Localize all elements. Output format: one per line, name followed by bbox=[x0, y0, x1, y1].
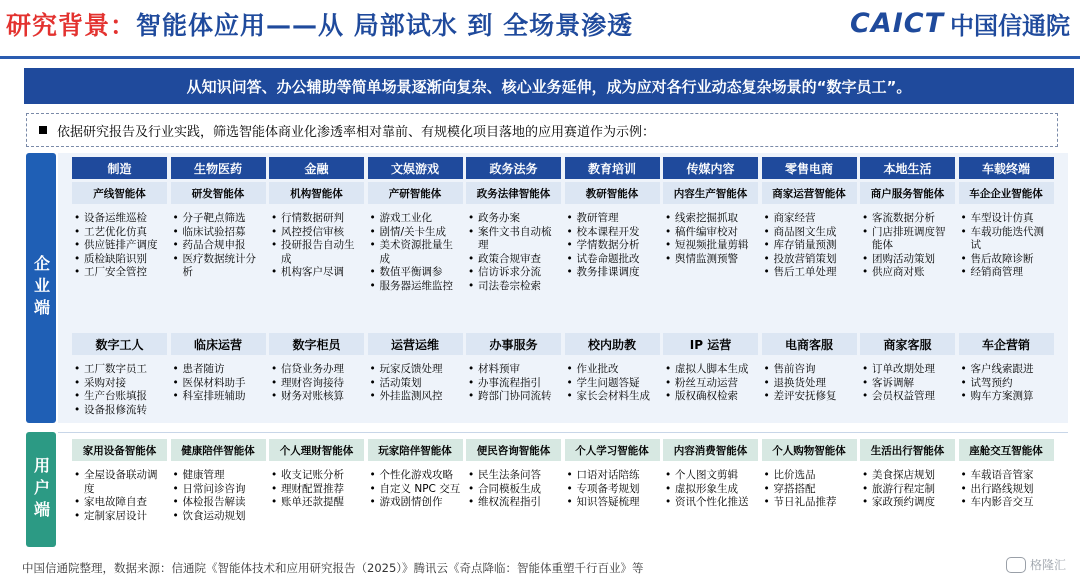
list-item: • 资讯个性化推送 bbox=[663, 496, 758, 510]
agent-subheader: 产研智能体 bbox=[368, 182, 463, 204]
watermark bbox=[1006, 556, 1066, 573]
consumer-header: 个人理财智能体 bbox=[269, 439, 364, 461]
industry-header: 金融 bbox=[269, 157, 364, 179]
consumer-column bbox=[368, 439, 463, 523]
role-header: 电商客服 bbox=[762, 333, 857, 355]
list-item: • 口语对话陪练 bbox=[565, 469, 660, 483]
title-bar bbox=[0, 0, 1080, 48]
industry-header: 文娱游戏 bbox=[368, 157, 463, 179]
source-footnote: 中国信通院整理，数据来源：信通院《智能体技术和应用研究报告（2025）》腾讯云《奇点降临：智能体重塑千行百业》等 bbox=[22, 561, 644, 575]
industry-column bbox=[860, 157, 955, 293]
list-item: • 车载功能迭代测试 bbox=[959, 226, 1054, 253]
title-divider bbox=[0, 56, 1080, 59]
bullet-list bbox=[762, 363, 857, 404]
consumer-columns bbox=[72, 439, 1054, 523]
role-column bbox=[860, 333, 955, 417]
industry-header: 传媒内容 bbox=[663, 157, 758, 179]
list-item: • 美术资源批量生成 bbox=[368, 239, 463, 266]
bullet-list bbox=[565, 212, 660, 280]
list-item: • 车内影音交互 bbox=[959, 496, 1054, 510]
list-item: • 商家经营 bbox=[762, 212, 857, 226]
title-lead: 研究背景： bbox=[6, 11, 137, 40]
intro-box bbox=[26, 113, 1058, 147]
role-column bbox=[72, 333, 167, 417]
list-item: • 剧情/关卡生成 bbox=[368, 226, 463, 240]
enterprise-section-label: 企业端 bbox=[26, 153, 56, 423]
list-item: • 穿搭搭配 bbox=[762, 483, 857, 497]
agent-subheader: 教研智能体 bbox=[565, 182, 660, 204]
list-item: • 家电故障自查 bbox=[72, 496, 167, 510]
list-item: • 经销商管理 bbox=[959, 266, 1054, 280]
agent-subheader: 研发智能体 bbox=[171, 182, 266, 204]
list-item: • 售后工单处理 bbox=[762, 266, 857, 280]
list-item: • 节日礼品推荐 bbox=[762, 496, 857, 510]
bullet-list bbox=[762, 469, 857, 510]
industry-column bbox=[269, 157, 364, 293]
bullet-list bbox=[565, 469, 660, 510]
industry-column bbox=[959, 157, 1054, 293]
role-column bbox=[269, 333, 364, 417]
list-item: • 退换货处理 bbox=[762, 377, 857, 391]
list-item: • 售前咨询 bbox=[762, 363, 857, 377]
list-item: • 设备报修流转 bbox=[72, 404, 167, 418]
list-item: • 分子靶点筛选 bbox=[171, 212, 266, 226]
industry-columns bbox=[72, 157, 1054, 293]
list-item: • 教研管理 bbox=[565, 212, 660, 226]
list-item: • 客诉调解 bbox=[860, 377, 955, 391]
consumer-column bbox=[762, 439, 857, 523]
list-item: • 理财咨询接待 bbox=[269, 377, 364, 391]
list-item: • 患者随访 bbox=[171, 363, 266, 377]
agent-subheader: 产线智能体 bbox=[72, 182, 167, 204]
list-item: • 临床试验招募 bbox=[171, 226, 266, 240]
list-item: • 客流数据分析 bbox=[860, 212, 955, 226]
bullet-list bbox=[72, 212, 167, 280]
bullet-list bbox=[959, 212, 1054, 280]
list-item: • 日常问诊咨询 bbox=[171, 483, 266, 497]
list-item: • 收支记账分析 bbox=[269, 469, 364, 483]
list-item: • 自定义 NPC 交互 bbox=[368, 483, 463, 497]
list-item: • 虚拟人脚本生成 bbox=[663, 363, 758, 377]
role-column bbox=[171, 333, 266, 417]
list-item: • 行情数据研判 bbox=[269, 212, 364, 226]
list-item: • 美食探店规划 bbox=[860, 469, 955, 483]
consumer-header: 座舱交互智能体 bbox=[959, 439, 1054, 461]
role-column bbox=[368, 333, 463, 417]
intro-text: 依据研究报告及行业实践，筛选智能体商业化渗透率相对靠前、有规模化项目落地的应用赛道作为示例： bbox=[57, 124, 656, 140]
list-item: • 商品图文生成 bbox=[762, 226, 857, 240]
watermark-icon bbox=[1006, 557, 1026, 573]
list-item: • 虚拟形象生成 bbox=[663, 483, 758, 497]
industry-header: 车载终端 bbox=[959, 157, 1054, 179]
logo-caict: CAICT bbox=[850, 7, 944, 39]
list-item: • 活动策划 bbox=[368, 377, 463, 391]
role-columns bbox=[72, 333, 1054, 417]
list-item: • 采购对接 bbox=[72, 377, 167, 391]
list-item: • 工厂安全管控 bbox=[72, 266, 167, 280]
list-item: • 试卷命题批改 bbox=[565, 253, 660, 267]
list-item: • 粉丝互动运营 bbox=[663, 377, 758, 391]
list-item: • 服务器运维监控 bbox=[368, 280, 463, 294]
bullet-list bbox=[72, 469, 167, 523]
list-item: • 信访诉求分流 bbox=[466, 266, 561, 280]
agent-subheader: 内容生产智能体 bbox=[663, 182, 758, 204]
list-item: • 玩家反馈处理 bbox=[368, 363, 463, 377]
consumer-header: 玩家陪伴智能体 bbox=[368, 439, 463, 461]
role-header: 办事服务 bbox=[466, 333, 561, 355]
bullet-list bbox=[171, 212, 266, 280]
list-item: • 版权确权检索 bbox=[663, 390, 758, 404]
list-item: • 工艺优化仿真 bbox=[72, 226, 167, 240]
bullet-list bbox=[368, 212, 463, 293]
list-item: • 医疗数据统计分析 bbox=[171, 253, 266, 280]
list-item: • 门店排班调度智能体 bbox=[860, 226, 955, 253]
list-item: • 出行路线规划 bbox=[959, 483, 1054, 497]
bullet-list bbox=[860, 363, 955, 404]
role-header: 运营运维 bbox=[368, 333, 463, 355]
industry-header: 制造 bbox=[72, 157, 167, 179]
list-item: • 科室排班辅助 bbox=[171, 390, 266, 404]
list-item: • 个性化游戏攻略 bbox=[368, 469, 463, 483]
list-item: • 订单改期处理 bbox=[860, 363, 955, 377]
list-item: • 库存销量预测 bbox=[762, 239, 857, 253]
title-rest: 智能体应用——从 局部试水 到 全场景渗透 bbox=[136, 11, 634, 40]
consumer-header: 个人学习智能体 bbox=[565, 439, 660, 461]
list-item: • 数值平衡调参 bbox=[368, 266, 463, 280]
list-item: • 健康管理 bbox=[171, 469, 266, 483]
industry-column bbox=[171, 157, 266, 293]
industry-header: 政务法务 bbox=[466, 157, 561, 179]
bullet-list bbox=[466, 469, 561, 510]
industry-header: 零售电商 bbox=[762, 157, 857, 179]
agent-subheader: 政务法律智能体 bbox=[466, 182, 561, 204]
industry-header: 生物医药 bbox=[171, 157, 266, 179]
list-item: • 比价选品 bbox=[762, 469, 857, 483]
list-item: • 质检缺陷识别 bbox=[72, 253, 167, 267]
industry-column bbox=[762, 157, 857, 293]
list-item: • 作业批改 bbox=[565, 363, 660, 377]
list-item: • 维权流程指引 bbox=[466, 496, 561, 510]
list-item: • 定制家居设计 bbox=[72, 510, 167, 524]
list-item: • 司法卷宗检索 bbox=[466, 280, 561, 294]
list-item: • 办事流程指引 bbox=[466, 377, 561, 391]
role-header: 车企营销 bbox=[959, 333, 1054, 355]
role-column bbox=[565, 333, 660, 417]
list-item: • 个人图文剪辑 bbox=[663, 469, 758, 483]
consumer-column bbox=[565, 439, 660, 523]
list-item: • 工厂数字员工 bbox=[72, 363, 167, 377]
list-item: • 投放营销策划 bbox=[762, 253, 857, 267]
consumer-column bbox=[959, 439, 1054, 523]
list-item: • 政策合规审查 bbox=[466, 253, 561, 267]
consumer-header: 健康陪伴智能体 bbox=[171, 439, 266, 461]
caict-logo bbox=[850, 6, 1070, 40]
role-column bbox=[959, 333, 1054, 417]
list-item: • 售后故障诊断 bbox=[959, 253, 1054, 267]
list-item: • 差评安抚修复 bbox=[762, 390, 857, 404]
role-header: 校内助教 bbox=[565, 333, 660, 355]
role-column bbox=[762, 333, 857, 417]
list-item: • 案件文书自动梳理 bbox=[466, 226, 561, 253]
industry-column bbox=[72, 157, 167, 293]
list-item: • 民生法条问答 bbox=[466, 469, 561, 483]
list-item: • 教务排课调度 bbox=[565, 266, 660, 280]
list-item: • 短视频批量剪辑 bbox=[663, 239, 758, 253]
agent-subheader: 机构智能体 bbox=[269, 182, 364, 204]
list-item: • 客户线索跟进 bbox=[959, 363, 1054, 377]
list-item: • 学情数据分析 bbox=[565, 239, 660, 253]
industry-column bbox=[466, 157, 561, 293]
list-item: • 游戏工业化 bbox=[368, 212, 463, 226]
consumer-column bbox=[269, 439, 364, 523]
consumer-header: 个人购物智能体 bbox=[762, 439, 857, 461]
list-item: • 风控授信审核 bbox=[269, 226, 364, 240]
bullet-list bbox=[860, 212, 955, 280]
bullet-list bbox=[466, 363, 561, 404]
list-item: • 设备运维巡检 bbox=[72, 212, 167, 226]
list-item: • 家政预约调度 bbox=[860, 496, 955, 510]
industry-header: 教育培训 bbox=[565, 157, 660, 179]
list-item: • 稿件编审校对 bbox=[663, 226, 758, 240]
list-item: • 供应链排产调度 bbox=[72, 239, 167, 253]
list-item: • 饮食运动规划 bbox=[171, 510, 266, 524]
list-item: • 信贷业务办理 bbox=[269, 363, 364, 377]
industry-column bbox=[368, 157, 463, 293]
bullet-list bbox=[959, 469, 1054, 510]
bullet-list bbox=[762, 212, 857, 280]
list-item: • 供应商对账 bbox=[860, 266, 955, 280]
list-item: • 校本课程开发 bbox=[565, 226, 660, 240]
consumer-header: 家用设备智能体 bbox=[72, 439, 167, 461]
consumer-header: 便民咨询智能体 bbox=[466, 439, 561, 461]
consumer-column bbox=[860, 439, 955, 523]
list-item: • 会员权益管理 bbox=[860, 390, 955, 404]
list-item: • 账单还款提醒 bbox=[269, 496, 364, 510]
square-bullet-icon bbox=[39, 126, 47, 134]
list-item: • 政务办案 bbox=[466, 212, 561, 226]
list-item: • 学生问题答疑 bbox=[565, 377, 660, 391]
summary-banner: 从知识问答、办公辅助等简单场景逐渐向复杂、核心业务延伸，成为应对各行业动态复杂场景的“数字员工”。 bbox=[24, 68, 1074, 104]
bullet-list bbox=[663, 212, 758, 266]
list-item: • 车载语音管家 bbox=[959, 469, 1054, 483]
role-header: 数字工人 bbox=[72, 333, 167, 355]
list-item: • 药品合规申报 bbox=[171, 239, 266, 253]
list-item: • 体检报告解读 bbox=[171, 496, 266, 510]
role-column bbox=[466, 333, 561, 417]
bullet-list bbox=[860, 469, 955, 510]
consumer-column bbox=[663, 439, 758, 523]
list-item: • 医保材料助手 bbox=[171, 377, 266, 391]
list-item: • 专项备考规划 bbox=[565, 483, 660, 497]
list-item: • 机构客户尽调 bbox=[269, 266, 364, 280]
list-item: • 车型设计仿真 bbox=[959, 212, 1054, 226]
role-header: 临床运营 bbox=[171, 333, 266, 355]
list-item: • 旅游行程定制 bbox=[860, 483, 955, 497]
bullet-list bbox=[72, 363, 167, 417]
agent-subheader: 商户服务智能体 bbox=[860, 182, 955, 204]
consumer-header: 生活出行智能体 bbox=[860, 439, 955, 461]
list-item: • 财务对账核算 bbox=[269, 390, 364, 404]
role-column bbox=[663, 333, 758, 417]
consumer-column bbox=[171, 439, 266, 523]
industry-column bbox=[565, 157, 660, 293]
bullet-list bbox=[663, 469, 758, 510]
bullet-list bbox=[466, 212, 561, 293]
bullet-list bbox=[269, 363, 364, 404]
bullet-list bbox=[171, 469, 266, 523]
list-item: • 线索挖掘抓取 bbox=[663, 212, 758, 226]
industry-column bbox=[663, 157, 758, 293]
agent-subheader: 车企企业智能体 bbox=[959, 182, 1054, 204]
bullet-list bbox=[368, 363, 463, 404]
watermark-text: 格隆汇 bbox=[1029, 558, 1066, 572]
list-item: • 试驾预约 bbox=[959, 377, 1054, 391]
agent-subheader: 商家运营智能体 bbox=[762, 182, 857, 204]
list-item: • 跨部门协同流转 bbox=[466, 390, 561, 404]
role-header: 商家客服 bbox=[860, 333, 955, 355]
logo-cn: 中国信通院 bbox=[950, 11, 1070, 40]
list-item: • 全屋设备联动调度 bbox=[72, 469, 167, 496]
list-item: • 合同模板生成 bbox=[466, 483, 561, 497]
bullet-list bbox=[171, 363, 266, 404]
role-header: IP 运营 bbox=[663, 333, 758, 355]
consumer-column bbox=[466, 439, 561, 523]
consumer-column bbox=[72, 439, 167, 523]
list-item: • 生产台账填报 bbox=[72, 390, 167, 404]
user-section-label: 用户端 bbox=[26, 432, 56, 547]
list-item: • 游戏剧情创作 bbox=[368, 496, 463, 510]
list-item: • 材料预审 bbox=[466, 363, 561, 377]
list-item: • 知识答疑梳理 bbox=[565, 496, 660, 510]
bullet-list bbox=[959, 363, 1054, 404]
role-header: 数字柜员 bbox=[269, 333, 364, 355]
bullet-list bbox=[565, 363, 660, 404]
list-item: • 家长会材料生成 bbox=[565, 390, 660, 404]
list-item: • 购车方案测算 bbox=[959, 390, 1054, 404]
consumer-header: 内容消费智能体 bbox=[663, 439, 758, 461]
bullet-list bbox=[663, 363, 758, 404]
industry-header: 本地生活 bbox=[860, 157, 955, 179]
bullet-list bbox=[269, 469, 364, 510]
page-title bbox=[6, 6, 633, 42]
list-item: • 理财配置推荐 bbox=[269, 483, 364, 497]
list-item: • 舆情监测预警 bbox=[663, 253, 758, 267]
list-item: • 外挂监测风控 bbox=[368, 390, 463, 404]
list-item: • 投研报告自动生成 bbox=[269, 239, 364, 266]
bullet-list bbox=[368, 469, 463, 510]
bullet-list bbox=[269, 212, 364, 280]
list-item: • 团购活动策划 bbox=[860, 253, 955, 267]
